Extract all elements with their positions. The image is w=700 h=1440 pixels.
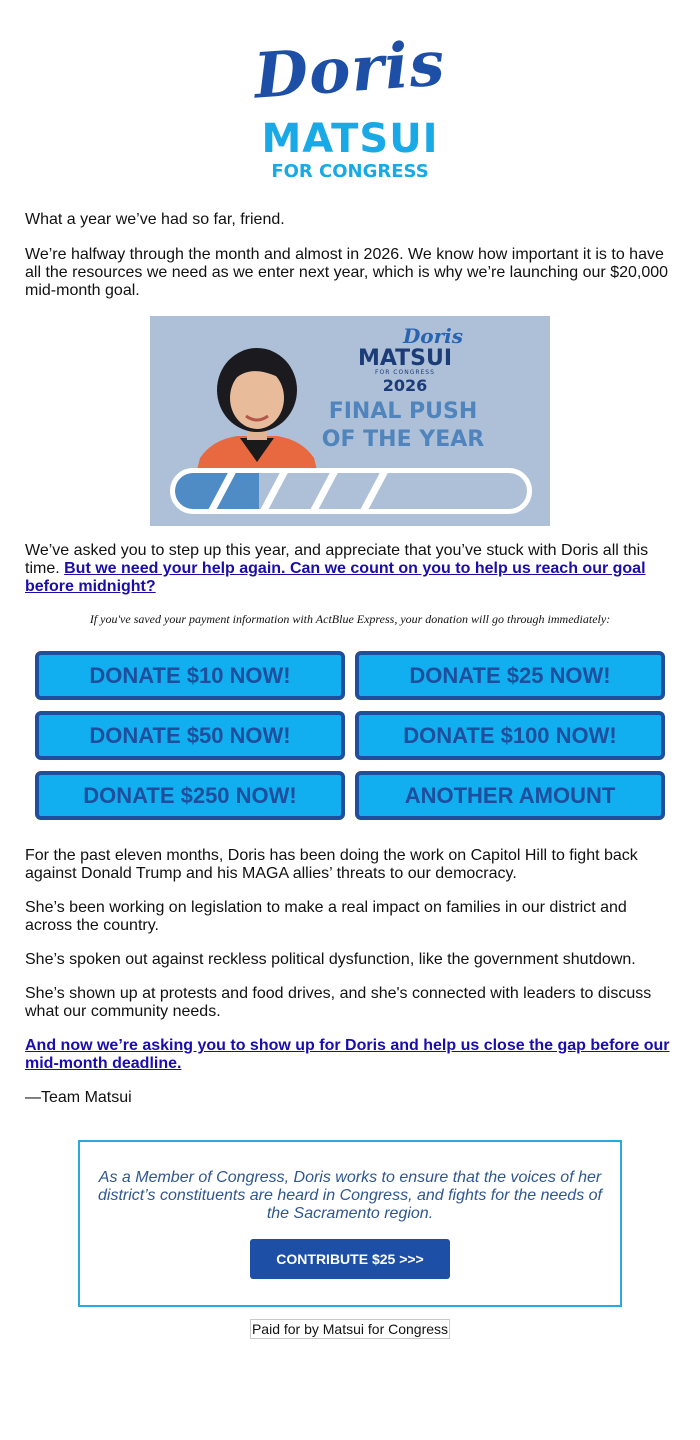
donate-250-button[interactable]: DONATE $250 NOW! [35, 771, 345, 820]
logo-subtitle: FOR CONGRESS [271, 161, 429, 182]
body-paragraph-3: She’s spoken out against reckless political dysfunction, like the government shutdown. [25, 951, 636, 968]
banner-script-name: Doris [402, 324, 464, 348]
banner-for-congress: FOR CONGRESS [375, 369, 435, 376]
paid-for-disclaimer: Paid for by Matsui for Congress [251, 1321, 449, 1337]
closing-donate-link[interactable]: And now we’re asking you to show up for Doris and help us close the gap before our mid-month deadline. [25, 1037, 670, 1072]
actblue-express-note: If you've saved your payment information with ActBlue Express, your donation will go through immediately: [89, 612, 611, 626]
donate-10-button[interactable]: DONATE $10 NOW! [35, 651, 345, 700]
body-paragraph-1: For the past eleven months, Doris has been doing the work on Capitol Hill to fight back against Donald Trump and his MAGA allies’ threats to our democracy. [25, 847, 638, 882]
banner-headline-line-1: FINAL PUSH [328, 399, 478, 424]
progress-stripe [301, 468, 341, 514]
body-paragraph-4: She’s shown up at protests and food drives, and she's connected with leaders to discuss what our community needs. [25, 985, 652, 1020]
donate-100-button[interactable]: DONATE $100 NOW! [355, 711, 665, 760]
progress-stripe [351, 468, 391, 514]
closing-paragraph [25, 1037, 675, 1073]
ask-donate-link[interactable]: But we need your help again. Can we count on you to help us reach our goal before midnight? [25, 560, 646, 595]
donate-25-button[interactable]: DONATE $25 NOW! [355, 651, 665, 700]
member-info-box [78, 1140, 622, 1307]
greeting-text: What a year we’ve had so far, friend. [25, 211, 285, 228]
ask-text: We’ve asked you to step up this year, and appreciate that you’ve stuck with Doris all this time. [25, 542, 649, 577]
body-paragraph-2: She’s been working on legislation to make a real impact on families in our district and across the country. [25, 899, 627, 934]
ask-paragraph [25, 542, 675, 596]
member-info-text: As a Member of Congress, Doris works to ensure that the voices of her district’s constituents are heard in Congress, and fights for the needs of the Sacramento region. [98, 1169, 602, 1222]
banner-surname: MATSUI [357, 346, 453, 371]
campaign-logo [0, 28, 700, 184]
logo-surname: MATSUI [261, 116, 439, 162]
goal-progress-bar [170, 468, 532, 514]
final-push-banner[interactable] [150, 316, 550, 526]
signoff: —Team Matsui [25, 1089, 132, 1106]
logo-script-name: Doris [252, 26, 448, 113]
another-amount-button[interactable]: ANOTHER AMOUNT [355, 771, 665, 820]
banner-headline-line-2: OF THE YEAR [321, 427, 485, 452]
contribute-25-button[interactable]: CONTRIBUTE $25 >>> [250, 1239, 450, 1279]
intro-paragraph: We’re halfway through the month and almost in 2026. We know how important it is to have all the resources we need as we enter next year, which is why we’re launching our $20,000 mid-month goal. [25, 246, 669, 299]
banner-year: 2026 [382, 376, 428, 395]
donate-50-button[interactable]: DONATE $50 NOW! [35, 711, 345, 760]
banner-headline [318, 398, 488, 454]
